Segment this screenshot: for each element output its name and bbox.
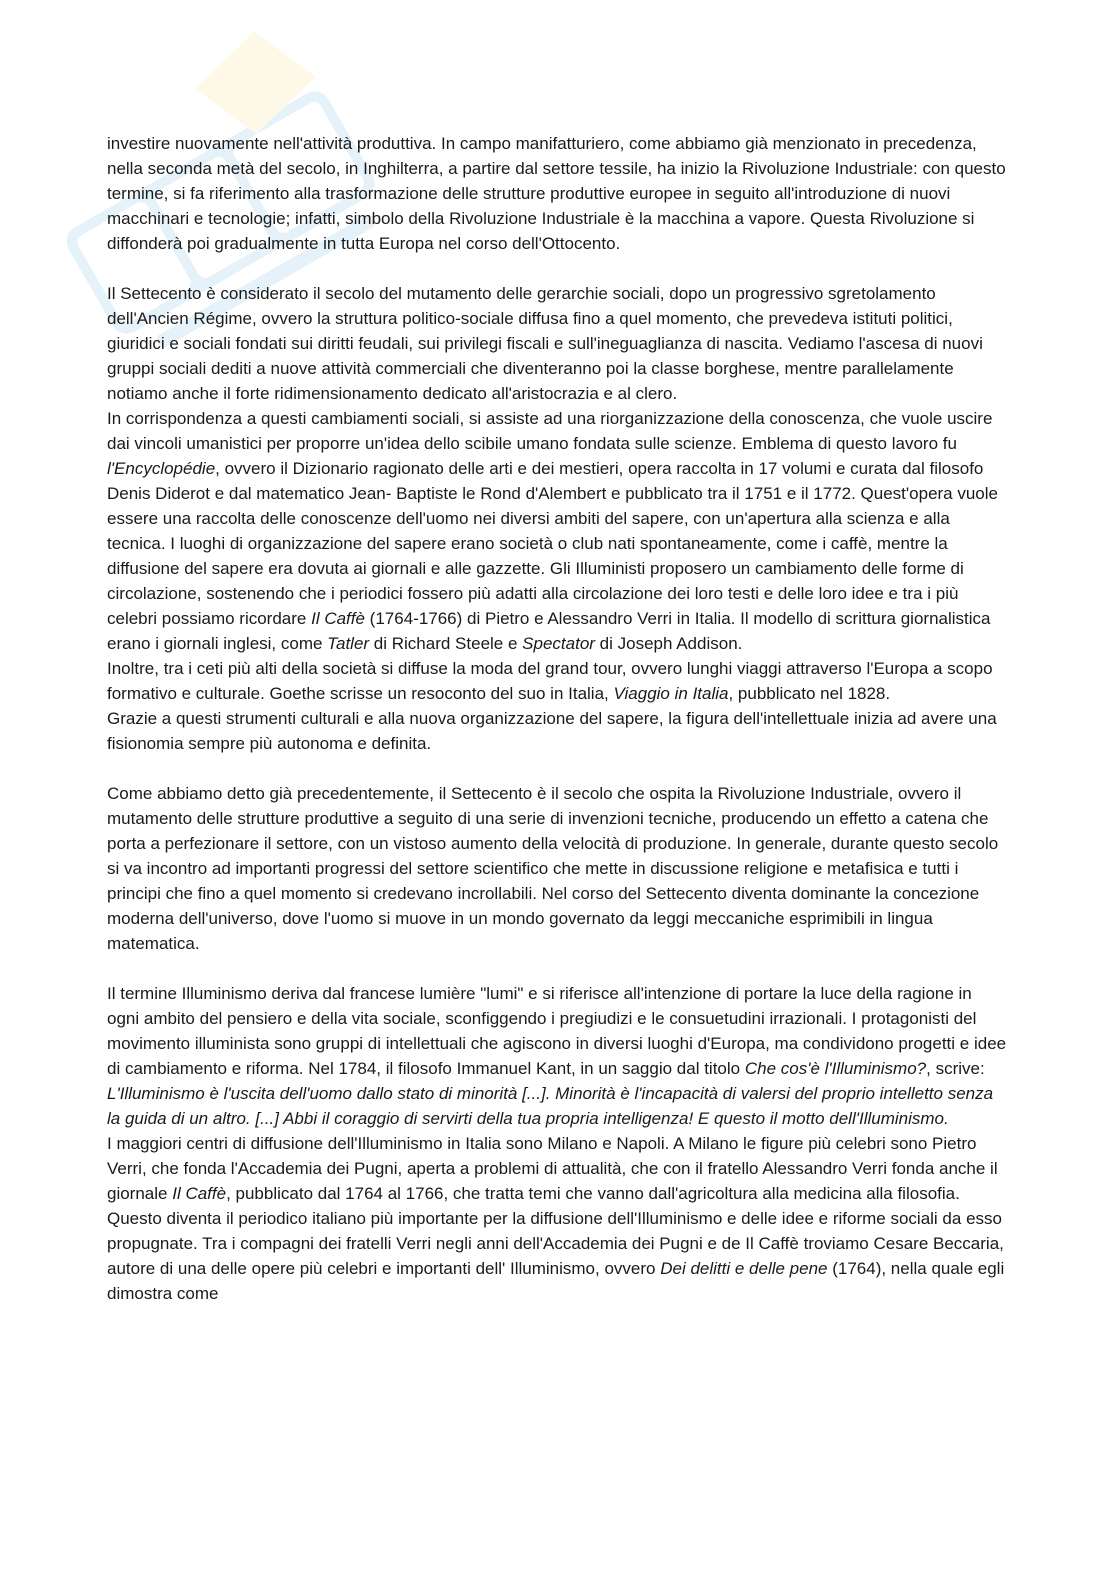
title-spectator: Spectator [522, 634, 595, 653]
paragraph-grand-tour: Inoltre, tra i ceti più alti della società si diffuse la moda del grand tour, ovvero lunghi viaggi attraverso l'Europa a scopo formativo e culturale. Goethe scrisse un resoconto del suo in Italia, Viaggio in Italia, pubblicato nel 1828. [107, 659, 993, 703]
title-il-caffe: Il Caffè [311, 609, 365, 628]
paragraph-settecento-science: Come abbiamo detto già precedentemente, il Settecento è il secolo che ospita la Rivoluzione Industriale, ovvero il mutamento delle strutture produttive a seguito di una serie di invenzioni tecniche, producendo un effetto a catena che porta a perfezionare il settore, con un vistoso aumento della velocità di produzione. In generale, durante questo secolo si va incontro ad importanti progressi del settore scientifico che mette in discussione religione e metafisica e tutti i principi che fino a quel momento si credevano incrollabili. Nel corso del Settecento diventa dominante la concezione moderna dell'universo, dove l'uomo si muove in un mondo governato da leggi meccaniche esprimibili in lingua matematica. [107, 784, 999, 953]
title-dei-delitti: Dei delitti e delle pene [660, 1259, 828, 1278]
quote-kant: L'Illuminismo è l'uscita dell'uomo dallo stato di minorità [...]. Minorità è l'incapacità di valersi del proprio intelletto senza la guida di un altro. [...] Abbi il coraggio di servirti della tua propria intelligenza! E questo il motto dell'Illuminismo. [107, 1084, 994, 1128]
title-tatler: Tatler [327, 634, 370, 653]
document-page [107, 131, 1007, 1306]
paragraph-industrial-revolution: investire nuovamente nell'attività produttiva. In campo manifatturiero, come abbiamo già menzionato in precedenza, nella seconda metà del secolo, in Inghilterra, a partire dal settore tessile, ha inizio la Rivoluzione Industriale: con questo termine, si fa riferimento alla trasformazione delle strutture produttive europee in seguito all'introduzione di nuovi macchinari e tecnologie; infatti, simbolo della Rivoluzione Industriale è la macchina a vapore. Questa Rivoluzione si diffonderà poi gradualmente in tutta Europa nel corso dell'Ottocento. [107, 134, 1006, 253]
title-encyclopedie: l'Encyclopédie [107, 459, 216, 478]
paragraph-social-hierarchies: Il Settecento è considerato il secolo del mutamento delle gerarchie sociali, dopo un progressivo sgretolamento dell'Ancien Régime, ovvero la struttura politico-sociale diffusa fino a quel momento, che prevedeva istituti politici, giuridici e sociali fondati sui diritti feudali, sui privilegi fiscali e sull'ineguaglianza di nascita. Vediamo l'ascesa di nuovi gruppi sociali dediti a nuove attività commerciali che diventeranno poi la classe borghese, mentre parallelamente notiamo anche il forte ridimensionamento dedicato all'aristocrazia e al clero. [107, 284, 983, 403]
title-viaggio-in-italia: Viaggio in Italia [613, 684, 729, 703]
paragraph-italian-centers: I maggiori centri di diffusione dell'Illuminismo in Italia sono Milano e Napoli. A Milano le figure più celebri sono Pietro Verri, che fonda l'Accademia dei Pugni, aperta a problemi di attualità, che con il fratello Alessandro Verri fonda anche il giornale Il Caffè, pubblicato dal 1764 al 1766, che tratta temi che vanno dall'agricoltura alla medicina alla filosofia. Questo diventa il periodico italiano più importante per la diffusione dell'Illuminismo e delle idee e riforme sociali da esso propugnate. Tra i compagni dei fratelli Verri negli anni dell'Accademia dei Pugni e de Il Caffè troviamo Cesare Beccaria, autore di una delle opere più celebri e importanti dell' Illuminismo, ovvero Dei delitti e delle pene (1764), nella quale egli dimostra come [107, 1134, 1005, 1303]
title-il-caffe-2: Il Caffè [172, 1184, 227, 1203]
paragraph-illuminismo-term: Il termine Illuminismo deriva dal francese lumière "lumi" e si riferisce all'intenzione di portare la luce della ragione in ogni ambito del pensiero e della vita sociale, sconfiggendo i pregiudizi e le consuetudini irrazionali. I protagonisti del movimento illuminista sono gruppi di intellettuali che agiscono in diversi luoghi d'Europa, ma condividono progetti e idee di cambiamento e riforma. Nel 1784, il filosofo Immanuel Kant, in un saggio dal titolo Che cos'è l'Illuminismo?, scrive: [107, 984, 1007, 1078]
title-che-cos-e-illuminismo: Che cos'è l'Illuminismo? [744, 1059, 927, 1078]
paragraph-encyclopedie: In corrispondenza a questi cambiamenti sociali, si assiste ad una riorganizzazione della conoscenza, che vuole uscire dai vincoli umanistici per proporre un'idea dello scibile umano fondata sulle scienze. Emblema di questo lavoro fu l'Encyclopédie, ovvero il Dizionario ragionato delle arti e dei mestieri, opera raccolta in 17 volumi e curata dal filosofo Denis Diderot e dal matematico Jean- Baptiste le Rond d'Alembert e pubblicato tra il 1751 e il 1772. Quest'opera vuole essere una raccolta delle conoscenze dell'uomo nei diversi ambiti del sapere, con un'apertura alla scienza e alla tecnica. I luoghi di organizzazione del sapere erano società o club nati spontaneamente, come i caffè, mentre la diffusione del sapere era dovuta ai giornali e alle gazzette. Gli Illuministi proposero un cambiamento delle forme di circolazione, sostenendo che i periodici fossero più adatti alla circolazione dei loro testi e delle loro idee e tra i più celebri possiamo ricordare Il Caffè (1764-1766) di Pietro e Alessandro Verri in Italia. Il modello di scrittura giornalistica erano i giornali inglesi, come Tatler di Richard Steele e Spectator di Joseph Addison. [107, 409, 998, 653]
paragraph-intellectual: Grazie a questi strumenti culturali e alla nuova organizzazione del sapere, la figura dell'intellettuale inizia ad avere una fisionomia sempre più autonoma e definita. [107, 709, 997, 753]
